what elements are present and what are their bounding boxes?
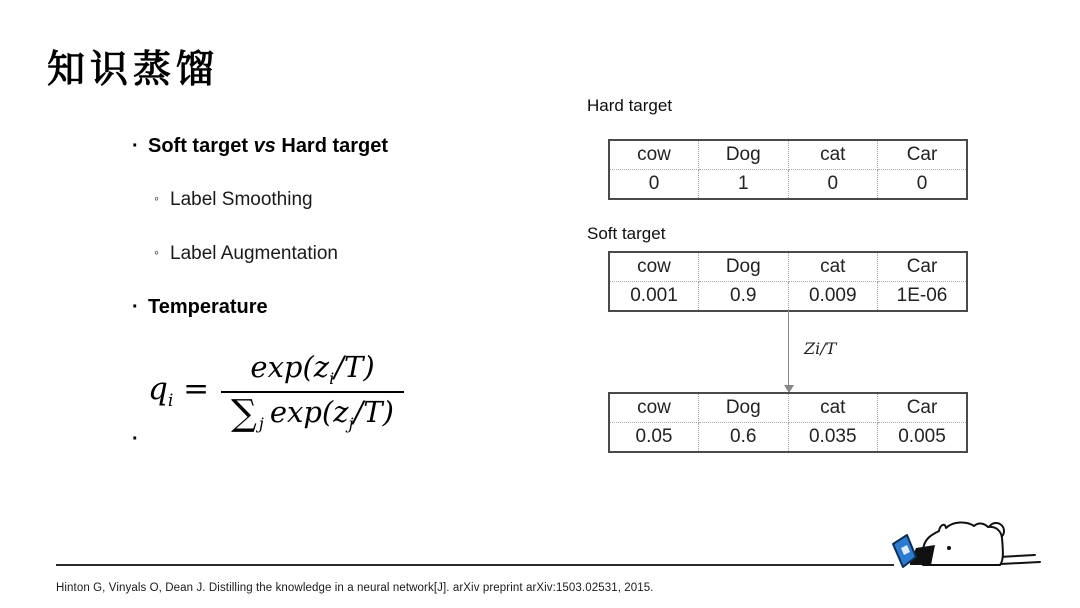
formula-fraction bbox=[221, 350, 404, 433]
arrow-label-zi-t: Zi/T bbox=[804, 339, 837, 358]
value-cell: 0.005 bbox=[878, 423, 968, 453]
bear-body bbox=[923, 522, 1003, 565]
header-cell: Car bbox=[878, 252, 968, 282]
value-cell: 0.009 bbox=[788, 282, 878, 312]
value-cell: 0 bbox=[609, 170, 699, 200]
header-cell: Dog bbox=[699, 140, 789, 170]
header-cell: cow bbox=[609, 252, 699, 282]
value-cell: 0.001 bbox=[609, 282, 699, 312]
label-smoothing-text: Label Smoothing bbox=[170, 189, 313, 210]
table-value-row bbox=[609, 170, 967, 200]
softmax-temperature-formula bbox=[148, 350, 404, 433]
bullet-dot-icon: · bbox=[132, 296, 139, 318]
bullet-soft-vs-hard-label: Soft target vs Hard target bbox=[148, 135, 389, 157]
vs-italic-text: vs bbox=[253, 135, 276, 157]
value-cell: 0 bbox=[878, 170, 968, 200]
table-value-row bbox=[609, 423, 967, 453]
empty-bullet-dot: · bbox=[132, 428, 139, 450]
bear-leg-line bbox=[1001, 562, 1040, 564]
bullet-label-smoothing bbox=[154, 189, 313, 211]
soft-target-label: Soft target bbox=[587, 224, 666, 243]
header-cell: Car bbox=[878, 140, 968, 170]
hard-target-label: Hard target bbox=[587, 96, 673, 115]
value-cell: 0 bbox=[788, 170, 878, 200]
label-augmentation-text: Label Augmentation bbox=[170, 243, 338, 264]
header-cell: cat bbox=[788, 140, 878, 170]
bullet-label-augmentation bbox=[154, 243, 338, 265]
table-value-row bbox=[609, 282, 967, 312]
temperature-text: Temperature bbox=[148, 296, 268, 318]
value-cell: 0.9 bbox=[699, 282, 789, 312]
footer-divider bbox=[56, 564, 894, 566]
hard-target-table bbox=[608, 139, 968, 200]
reading-bear-illustration bbox=[885, 510, 1045, 572]
page-title: 知识蒸馏 bbox=[47, 49, 220, 91]
header-cell: Car bbox=[878, 393, 968, 423]
header-cell: cow bbox=[609, 140, 699, 170]
value-cell: 0.6 bbox=[699, 423, 789, 453]
down-arrow-line bbox=[788, 309, 789, 386]
formula-lhs: $q_i$ = bbox=[148, 371, 210, 412]
formula-numerator: $\exp(z_i/T)$ bbox=[250, 350, 375, 388]
sub-bullet-circle-icon: ◦ bbox=[154, 244, 159, 260]
value-cell: 0.05 bbox=[609, 423, 699, 453]
sub-bullet-circle-icon: ◦ bbox=[154, 190, 159, 206]
bear-eye bbox=[947, 546, 951, 550]
formula-denominator: ∑ j $\exp(z_j/T)$ bbox=[221, 391, 404, 433]
table-header-row bbox=[609, 140, 967, 170]
table-header-row bbox=[609, 393, 967, 423]
temperature-scaled-table bbox=[608, 392, 968, 453]
value-cell: 0.035 bbox=[788, 423, 878, 453]
header-cell: Dog bbox=[699, 393, 789, 423]
soft-target-table bbox=[608, 251, 968, 312]
bullet-temperature bbox=[132, 296, 268, 319]
citation-text: Hinton G, Vinyals O, Dean J. Distilling the knowledge in a neural network[J]. arXiv preprint arXiv:1503.02531, 2015. bbox=[56, 582, 654, 594]
bear-leg-line bbox=[999, 555, 1035, 557]
header-cell: cat bbox=[788, 252, 878, 282]
header-cell: Dog bbox=[699, 252, 789, 282]
header-cell: cat bbox=[788, 393, 878, 423]
header-cell: cow bbox=[609, 393, 699, 423]
table-header-row bbox=[609, 252, 967, 282]
value-cell: 1 bbox=[699, 170, 789, 200]
bullet-soft-vs-hard bbox=[132, 135, 388, 158]
bullet-dot-icon: · bbox=[132, 135, 139, 157]
sum-icon: ∑ bbox=[231, 392, 257, 434]
value-cell: 1E-06 bbox=[878, 282, 968, 312]
